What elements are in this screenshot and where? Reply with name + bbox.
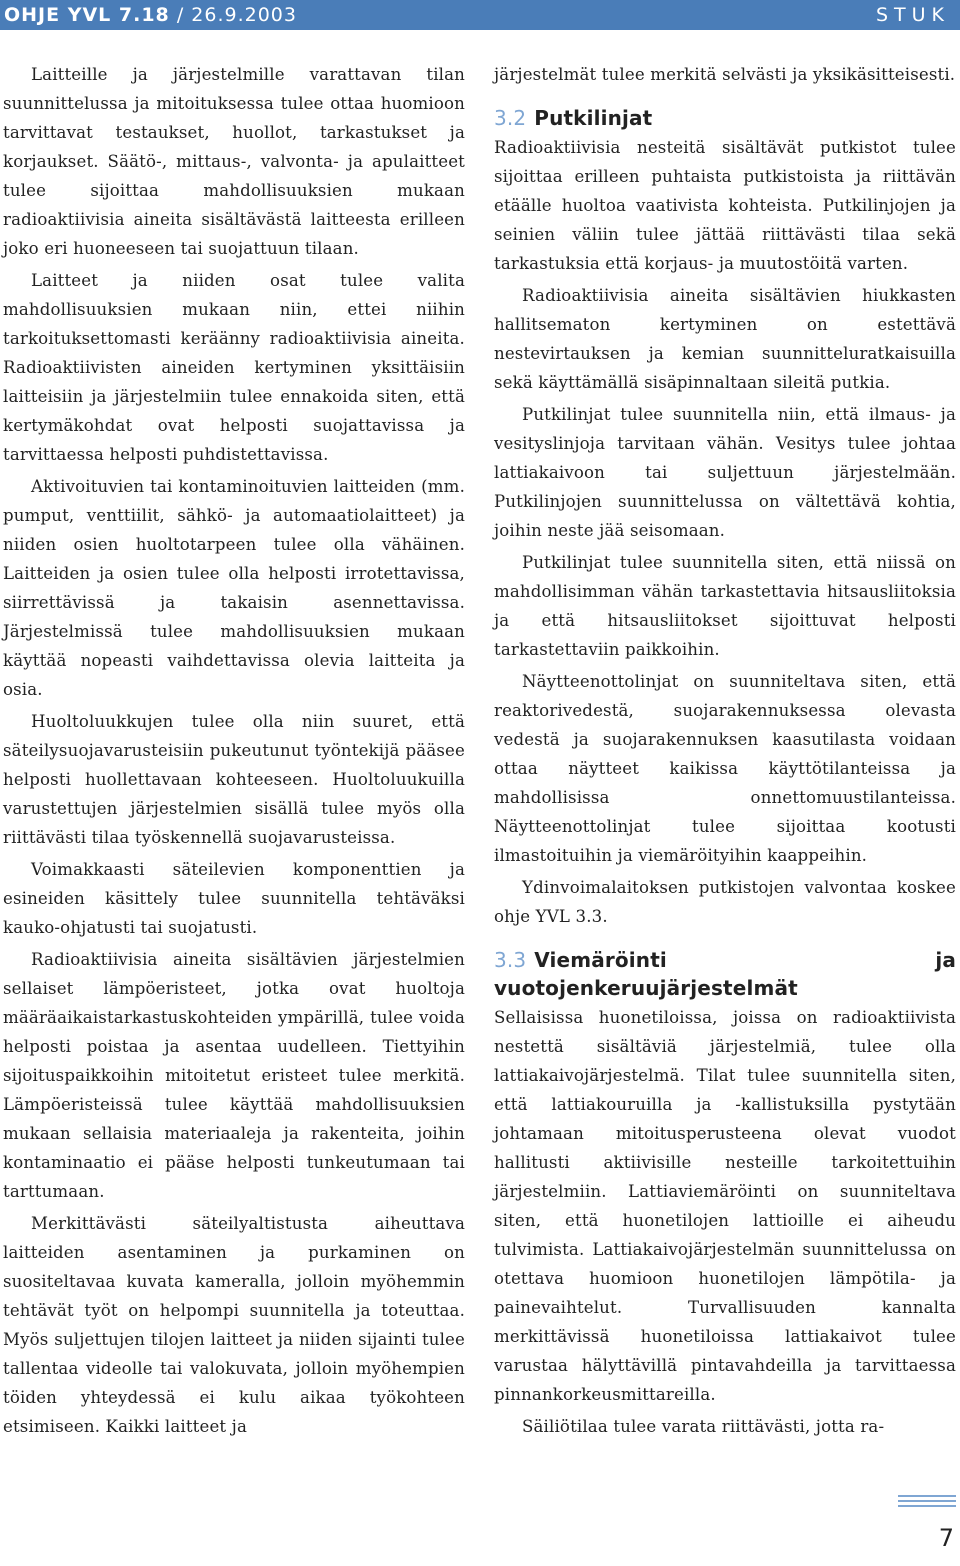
continued-paragraph: järjestelmät tulee merkitä selvästi ja yksikäsitteisesti. — [494, 65, 956, 84]
paragraph: Laitteet ja niiden osat tulee valita mahdollisuuksien mukaan niin, ettei niihin tarkoituksettomasti keräänny radioaktiivisia aineita. Radioaktiivisten aineiden kertyminen yksittäisiin laitteisiin ja järjestelmiin tulee ennakoida siten, että kertymäkohdat ovat helposti suojattavissa ja tarvittaessa helposti puhdistettavissa. — [3, 271, 465, 464]
paragraph: Sellaisissa huonetiloissa, joissa on radioaktiivista nestettä sisältäviä järjestelmiä, tulee olla lattiakaivojärjestelmä. Tilat tulee suunnitella siten, että lattiakouruilla ja -kallistuksilla pystytään johtamaan mitoitusperusteena olevat vuodot hallitusti aktiivisille nesteille tarkoitettuihin järjestelmiin. Lattiaviemäröinti on suunniteltava siten, että huonetilojen lattioille ei aiheudu tulvimista. Lattiakaivojärjestelmän suunnittelussa on otettava huomioon huonetilojen lämpötila- ja painevaihtelut. Turvallisuuden kannalta merkittävissä huonetiloissa lattiakaivot tulee varustaa hälyttävillä pintavahdeilla ja tarvittaessa pinnankorkeusmittareilla. — [494, 1008, 956, 1404]
right-column — [494, 60, 956, 1444]
paragraph: Huoltoluukkujen tulee olla niin suuret, että säteilysuojavarusteisiin pukeutunut työntekijä pääsee helposti huollettavaan kohteeseen. Huoltoluukuilla varustettujen järjestelmien sisällä tulee myös olla riittävästi tilaa työskennellä suojavarusteissa. — [3, 712, 465, 847]
decoration-line — [898, 1495, 956, 1497]
paragraph: Näytteenottolinjat on suunniteltava siten, että reaktorivedestä, suojarakennuksessa olevasta vedestä ja suojarakennuksen kaasutilasta voidaan ottaa näytteet kaikissa käyttötilanteissa ja mahdollisissa onnettomuustilanteissa. Näytteenottolinjat tulee sijoittaa kootusti ilmastoituihin ja viemäröityihin kaappeihin. — [494, 672, 956, 865]
decoration-line — [898, 1505, 956, 1507]
page-number: 7 — [938, 1524, 954, 1552]
paragraph: Radioaktiivisia aineita sisältävien järjestelmien sellaiset lämpöeristeet, jotka ovat huoltoja määräaikaistarkastuskohteiden ympärillä, tulee voida helposti poistaa ja asentaa uudelleen. Tiettyihin sijoituspaikkoihin mitoitetut eristeet tulee merkitä. Lämpöeristeissä tulee käyttää mahdollisuuksien mukaan sellaisia materiaaleja ja rakenteita, joihin kontaminaatio ei pääse helposti tunkeutumaan tai tarttumaan. — [3, 950, 465, 1201]
paragraph: Merkittävästi säteilyaltistusta aiheuttava laitteiden asentaminen ja purkaminen on suositeltavaa kuvata kameralla, jolloin myöhemmin tehtävät työt on helpompi suunnitella ja toteuttaa. Myös suljettujen tilojen laitteet ja niiden sijainti tulee tallentaa videolle tai valokuvata, jolloin myöhempien töiden yhteydessä ei kulu aikaa työkohteen etsimiseen. Kaikki laitteet ja — [3, 1214, 465, 1436]
section-title: Viemäröinti ja vuotojenkeruujärjestelmät — [494, 948, 956, 1000]
paragraph: Voimakkaasti säteilevien komponenttien ja esineiden käsittely tulee suunnitella tehtäväksi kauko-ohjatusti tai suojatusti. — [3, 860, 465, 937]
decoration-line — [898, 1500, 956, 1502]
paragraph: Säiliötilaa tulee varata riittävästi, jotta ra- — [522, 1417, 885, 1436]
section-title: Putkilinjat — [534, 106, 653, 130]
section-heading-3-3 — [494, 946, 956, 1002]
page-decoration-lines — [898, 1495, 956, 1513]
header-org: STUK — [875, 4, 950, 26]
section-number: 3.2 — [494, 106, 527, 130]
section-number: 3.3 — [494, 948, 527, 972]
left-column — [3, 60, 465, 1444]
paragraph: Radioaktiivisia aineita sisältävien hiukkasten hallitsematon kertyminen on estettävä nestevirtauksen ja kemian suunnitteluratkaisuilla sekä käyttämällä sisäpinnaltaan sileitä putkia. — [494, 286, 956, 392]
paragraph: Putkilinjat tulee suunnitella niin, että ilmaus- ja vesityslinjoja tarvitaan vähän. Vesitys tulee johtaa lattiakaivoon tai suljettuun järjestelmään. Putkilinjojen suunnittelussa on vältettävä kohtia, joihin neste jää seisomaan. — [494, 405, 956, 540]
paragraph: Radioaktiivisia nesteitä sisältävät putkistot tulee sijoittaa erilleen puhtaista putkistoista ja riittävän etäälle huoltoa vaativista kohteista. Putkilinjojen ja seinien väliin tulee jättää riittävästi tilaa sekä tarkastuksia että korjaus- ja muutostöitä varten. — [494, 138, 956, 273]
header-doc-ref — [4, 4, 297, 26]
paragraph: Aktivoituvien tai kontaminoituvien laitteiden (mm. pumput, venttiilit, sähkö- ja automaatiolaitteet) ja niiden osien huoltotarpeen tulee olla vähäinen. Laitteiden ja osien tulee olla helposti irrotettavissa, siirrettävissä ja takaisin asennettavissa. Järjestelmissä tulee mahdollisuuksien mukaan käyttää nopeasti vaihdettavissa olevia laitteita ja osia. — [3, 477, 465, 699]
paragraph: Laitteille ja järjestelmille varattavan tilan suunnittelussa ja mitoituksessa tulee ottaa huomioon tarvittavat testaukset, huollot, tarkastukset ja korjaukset. Säätö-, mittaus-, valvonta- ja apulaitteet tulee sijoittaa mahdollisuuksien mukaan radioaktiivisia aineita sisältävästä laitteesta erilleen joko eri huoneeseen tai suojattuun tilaan. — [3, 65, 465, 258]
section-heading-3-2 — [494, 104, 956, 132]
paragraph: Ydinvoimalaitoksen putkistojen valvontaa koskee ohje YVL 3.3. — [494, 878, 956, 926]
running-header — [0, 0, 960, 30]
paragraph: Putkilinjat tulee suunnitella siten, että niissä on mahdollisimman vähän tarkastettavia hitsausliitoksia ja että hitsausliitokset sijoittuvat helposti tarkastettaviin paikkoihin. — [494, 553, 956, 659]
header-date: / 26.9.2003 — [169, 4, 297, 26]
header-doc-id: OHJE YVL 7.18 — [4, 4, 170, 26]
